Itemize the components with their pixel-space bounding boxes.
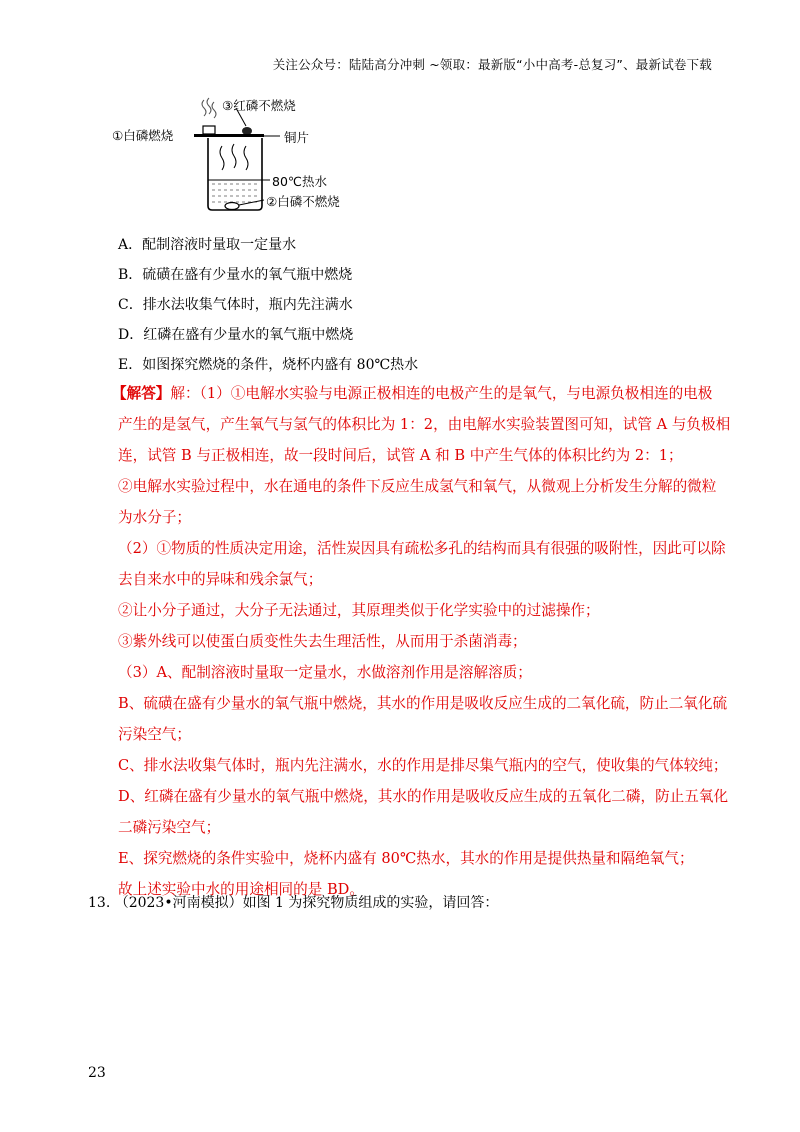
page-number: 23 xyxy=(88,1065,106,1081)
answer-line: C、排水法收集气体时，瓶内先注满水，水的作用是排尽集气瓶内的空气，使收集的气体较纯； xyxy=(118,757,728,774)
option-a: A．配制溶液时量取一定量水 xyxy=(118,237,297,253)
answer-line: 污染空气； xyxy=(118,726,191,743)
answer-line: ②让小分子通过，大分子无法通过，其原理类似于化学实验中的过滤操作； xyxy=(118,602,600,619)
label-copper: 铜片 xyxy=(284,130,310,145)
answer-first-text: 解：（1）①电解水实验与电源正极相连的电极产生的是氧气，与电源负极相连的电极 xyxy=(170,385,713,402)
option-e: E．如图探究燃烧的条件，烧杯内盛有 80℃热水 xyxy=(118,357,419,373)
answer-line: 去自来水中的异味和残余氯气； xyxy=(118,571,323,588)
answer-line xyxy=(112,378,713,409)
answer-line: ②电解水实验过程中，水在通电的条件下反应生成氢气和氧气，从微观上分析发生分解的微粒 xyxy=(118,478,717,495)
options-list xyxy=(118,230,718,380)
label-red-phosphorus: ③红磷不燃烧 xyxy=(222,98,296,113)
answer-line: ③紫外线可以使蛋白质变性失去生理活性，从而用于杀菌消毒； xyxy=(118,633,527,650)
option-d: D．红磷在盛有少量水的氧气瓶中燃烧 xyxy=(118,327,354,343)
answer-line: （2）①物质的性质决定用途，活性炭因具有疏松多孔的结构而具有很强的吸附性，因此可以除 xyxy=(118,540,726,557)
answer-line: 连，试管 B 与正极相连，故一段时间后，试管 A 和 B 中产生气体的体积比约为 2：1； xyxy=(118,447,683,464)
answer-line: 为水分子； xyxy=(118,509,191,526)
option-c: C．排水法收集气体时，瓶内先注满水 xyxy=(118,297,353,313)
answer-line: 故上述实验中水的用途相同的是 BD。 xyxy=(118,881,364,898)
question-13: 13. （2023•河南模拟）如图 1 为探究物质组成的实验，请回答： xyxy=(88,895,499,911)
label-white-phosphorus-not-burn: ②白磷不燃烧 xyxy=(266,194,340,209)
label-hot-water: 80℃热水 xyxy=(272,174,327,189)
page-header: 关注公众号：陆陆高分冲刺 ~领取：最新版“小中高考-总复习”、最新试卷下载 xyxy=(272,57,712,72)
answer-line: （3）A、配制溶液时量取一定量水，水做溶剂作用是溶解溶质； xyxy=(118,664,532,681)
combustion-experiment-figure xyxy=(112,94,372,216)
answer-tag: 【解答】 xyxy=(112,385,171,402)
answer-line: 产生的是氢气，产生氧气与氢气的体积比为 1：2，由电解水实验装置图可知，试管 A 与负极相 xyxy=(118,416,731,433)
answer-line: D、红磷在盛有少量水的氧气瓶中燃烧，其水的作用是吸收反应生成的五氧化二磷，防止五氧化 xyxy=(118,788,729,805)
answer-line: E、探究燃烧的条件实验中，烧杯内盛有 80℃热水，其水的作用是提供热量和隔绝氧气； xyxy=(118,850,694,867)
label-white-phosphorus-burns: ①白磷燃烧 xyxy=(112,128,174,143)
answer-line: B、硫磺在盛有少量水的氧气瓶中燃烧，其水的作用是吸收反应生成的二氧化硫，防止二氧化硫 xyxy=(118,695,728,712)
option-b: B．硫磺在盛有少量水的氧气瓶中燃烧 xyxy=(118,267,353,283)
answer-line: 二磷污染空气； xyxy=(118,819,221,836)
answer-section xyxy=(112,378,731,905)
